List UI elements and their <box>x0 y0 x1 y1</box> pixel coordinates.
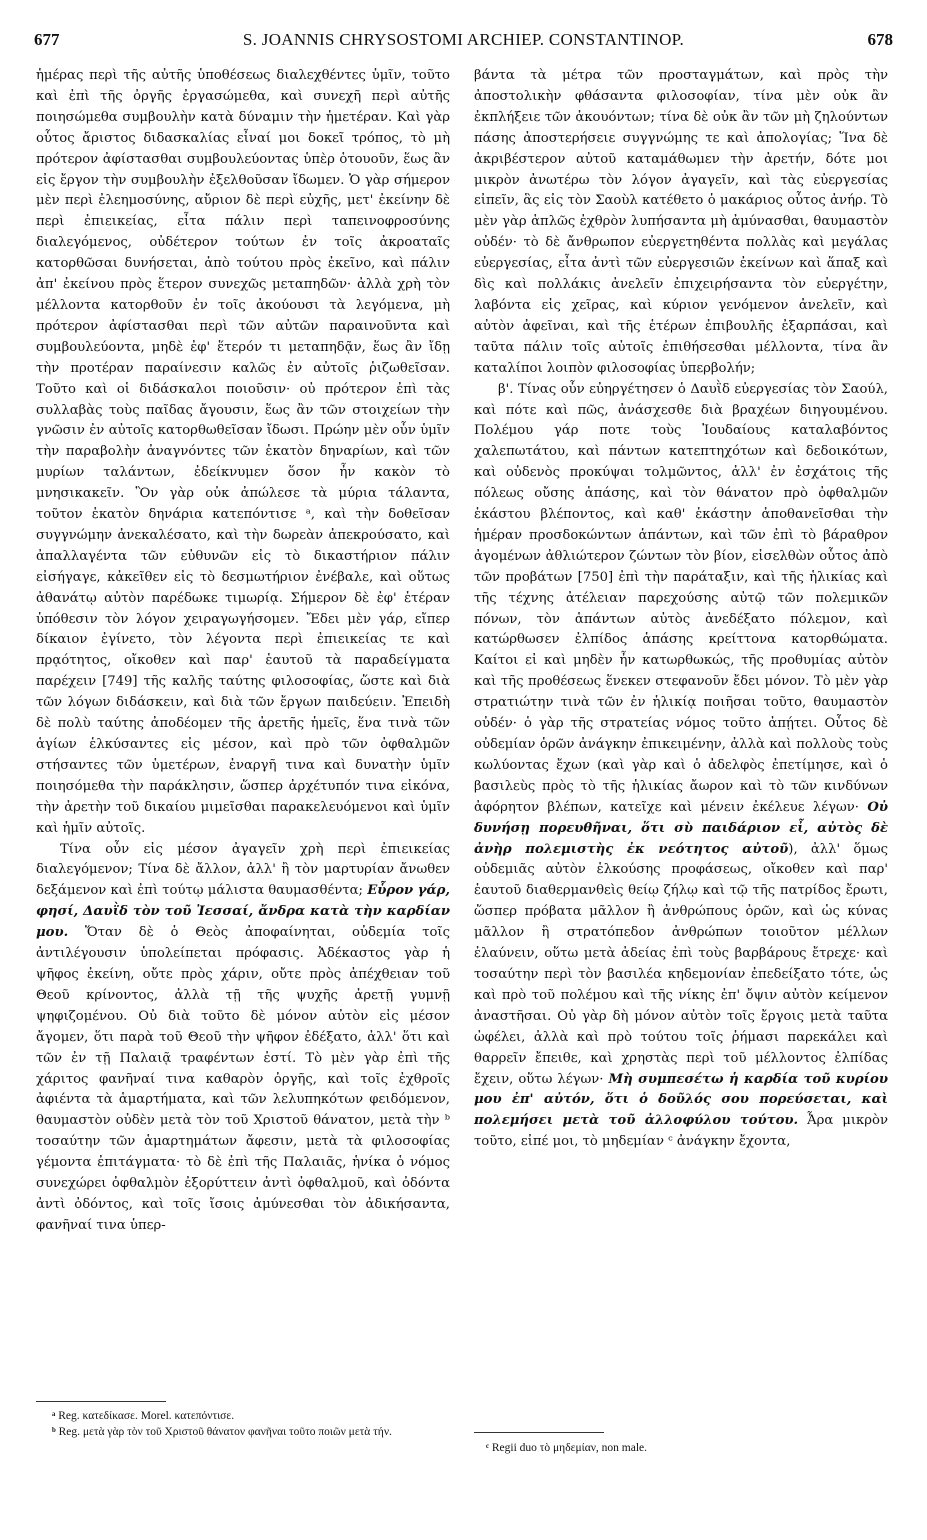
left-column <box>36 66 450 1237</box>
page-number-right: 678 <box>867 30 893 49</box>
right-paragraph-2-text-c: Ἆρα μικρὸν τοῦτο, εἰπέ μοι, τὸ μηδεμίαν ᶜ ἀνάγκην ἔχοντα, <box>474 1113 888 1150</box>
scripture-quote-saul: Οὐ δυνήσῃ πορευθῆναι, ὅτι σὺ παιδάριον εἶ, αὐτὸς δὲ ἀνὴρ πολεμιστὴς ἐκ νεότητος αὐτοῦ <box>474 799 888 857</box>
right-column <box>474 66 888 1153</box>
footnote-rule-left <box>36 1401 166 1402</box>
footnote-a-text: Reg. κατεδίκασε. Morel. κατεπόντισε. <box>58 1410 235 1422</box>
left-paragraph-1: ἡμέρας περὶ τῆς αὐτῆς ὑποθέσεως διαλεχθέντες ὑμῖν, τοῦτο καὶ ἐπὶ τῆς ὀργῆς ἐργασώμεθα, καὶ συνεχῆ περὶ αὐτῆς ποιησώμεθα συμβουλὴν κατὰ δύναμιν τὴν ἡμετέραν. Καὶ γὰρ οὗτος ἄριστος διδασκαλίας εἶναί μοι δοκεῖ τρόπος, τὸ μὴ πρότερον ἀφίστασθαι συμβουλεύοντας ὑπὲρ ὁτουοῦν, ἕως ἂν εἰς ἔργον τὴν συμβουλὴν ἐξελθοῦσαν ἴδωμεν. Ὁ γὰρ σήμερον μὲν περὶ ἐλεημοσύνης, αὔριον δὲ περὶ εὐχῆς, μετ' ἐκείνην δὲ περὶ ἐπιεικείας, εἶτα πάλιν περὶ ταπεινοφροσύνης διαλεγόμενος, οὐδέτερον τούτων ἐν τοῖς ἀκροαταῖς κατορθῶσαι δυνήσεται, ἀπὸ τούτου πρὸς ἐκεῖνο, καὶ πάλιν ἀπ' ἐκείνου πρὸς ἕτερον συνεχῶς μεταπηδῶν· ἀλλὰ χρὴ τὸν μέλλοντα κατορθοῦν ἐν τοῖς ἀκούουσι τὰ λεγόμενα, μὴ πρότερον ἀφίστασθαι περὶ τῶν αὐτῶν παραινοῦντα καὶ συμβουλεύοντα, μηδὲ ἐφ' ἕτερόν τι μεταπηδᾷν, ἕως ἂν ἴδῃ τὴν προτέραν παραίνεσιν καλῶς ἐν αὐτοῖς ῥιζωθεῖσαν. Τοῦτο καὶ οἱ διδάσκαλοι ποιοῦσιν· οὐ πρότερον ἐπὶ τὰς συλλαβὰς τοὺς παῖδας ἄγουσιν, ἕως ἂν τῶν στοιχείων τὴν γνῶσιν ἐν αὐτοῖς κατορθωθεῖσαν ἴδωσι. Πρώην μὲν οὖν ὑμῖν τὴν παραβολὴν ἀναγνόντες τῶν ἑκατὸν δηναρίων, καὶ τῶν μυρίων ταλάντων, ἐδείκνυμεν ὅσον ἦν κακὸν τὸ μνησικακεῖν. Ὃν γὰρ οὐκ ἀπώλεσε τὰ μύρια τάλαντα, τοῦτον ἑκατὸν δηνάρια κατεπόντισε ᵃ, καὶ τὴν δοθεῖσαν συγγνώμην ἀνεκαλέσατο, καὶ τὴν δωρεὰν ἀπεκρούσατο, καὶ ἀπαλλαγέντα τῶν εὐθυνῶν εἰς τὸ δικαστήριον πάλιν εἰσήγαγε, κἀκεῖθεν εἰς τὸ δεσμωτήριον ἐνέβαλε, καὶ οὕτως ἀθανάτῳ αὐτὸν παρέδωκε τιμωρίᾳ. Σήμερον δὲ ἐφ' ἑτέραν ὑπόθεσιν τὸν λόγον χειραγωγήσομεν. Ἔδει μὲν γάρ, εἴπερ δίκαιον ἐγίνετο, τὸν λέγοντα περὶ ἐπιεικείας τε καὶ πρᾳότητος, οἴκοθεν καὶ παρ' ἑαυτοῦ τὰ παραδείγματα παρέχειν [749] τῆς καλῆς ταύτης φιλοσοφίας, ὥστε καὶ διὰ τῶν λόγων διδάσκειν, καὶ διὰ τῶν ἔργων παιδεύειν. Ἐπειδὴ δὲ πολὺ ταύτης ἀποδέομεν τῆς ἀρετῆς ἡμεῖς, ἕνα τινὰ τῶν ἁγίων ἑλκύσαντες εἰς μέσον, καὶ πρὸ τῶν ὀφθαλμῶν στήσαντες τῶν ὑμετέρων, ἐναργῆ τινα καὶ δυνατὴν ὑμῖν ποιησόμεθα τὴν παράκλησιν, ὥσπερ ἀρχέτυπόν τινα εἰκόνα, τὴν ἀρετὴν τοῦ δικαίου μιμεῖσθαι παρακελευόμενοι καὶ ὑμῖν καὶ ἡμῖν αὐτοῖς. <box>36 68 450 836</box>
right-paragraph-2-text-b: ), ἀλλ' ὅμως οὐδεμιᾶς αὐτὸν ἑλκούσης προφάσεως, οἴκοθεν καὶ παρ' ἑαυτοῦ διαθερμανθεὶς θείῳ ζήλῳ καὶ τῷ τῆς πατρίδος ἔρωτι, ὥσπερ πρόβατα μᾶλλον ἢ ἀνθρώπους ὁρῶν, καὶ ὡς κύνας μᾶλλον ἢ στρατόπεδον ἀνθρώπων τοιοῦτον μέλλων ἐλαύνειν, οὕτω μετὰ ἀδείας ἐπὶ τοὺς βαρβάρους ἔτρεχε· καὶ τοσαύτην περὶ τὸν βασιλέα κηδεμονίαν ἐπεδείξατο τότε, ὡς καὶ πρὸ τοῦ πολέμου καὶ τῆς νίκης ἐπ' ὄψιν αὐτὸν κείμενον ἀναστῆσαι. Οὐ γὰρ δὴ μόνον αὐτὸν τοῖς ἔργοις μετὰ ταῦτα ὠφέλει, ἀλλὰ καὶ πρὸ τούτου τοῖς ῥήμασι παρεκάλει καὶ θαρρεῖν ἔπειθε, καὶ χρηστὰς περὶ τοῦ μέλλοντος ἐλπίδας ἔχειν, οὕτω λέγων· <box>474 841 888 1087</box>
footnote-a <box>52 1408 452 1424</box>
left-paragraph-2 <box>36 840 450 1237</box>
right-paragraph-1: βάντα τὰ μέτρα τῶν προσταγμάτων, καὶ πρὸς τὴν ἀποστολικὴν φθάσαντα φιλοσοφίαν, τίνα μὲν οὐκ ἂν ἐκπλήξειε τῶν ἀκουόντων; τίνα δὲ οὐκ ἂν τῶν μὴ ζηλούντων πάσης ἀποστερήσειε συγγνώμης τε καὶ ἀπολογίας; Ἵνα δὲ ἀκριβέστερον αὐτοῦ καταμάθωμεν τὴν ἀρετήν, δότε μοι μικρὸν ἀνωτέρω τὸν λόγον ἀγαγεῖν, καὶ τὰς εὐεργεσίας εἰπεῖν, ἃς εἰς τὸν Σαοὺλ κατέθετο ὁ μακάριος οὗτος ἀνήρ. Τὸ μὲν γὰρ ἁπλῶς ἐχθρὸν λυπήσαντα μὴ ἀμύνασθαι, θαυμαστὸν οὐδέν· τὸ δὲ ἄνθρωπον εὐεργετηθέντα πολλὰς καὶ μεγάλας εὐεργεσίας, εἶτα ἀντὶ τῶν εὐεργεσιῶν ἐκείνων καὶ ἅπαξ καὶ δὶς καὶ πολλάκις ἀνελεῖν ἐπιχειρήσαντα τὸν εὐεργέτην, λαβόντα εἰς χεῖρας, καὶ κύριον γενόμενον ἀνελεῖν, καὶ αὐτὸν ἀφεῖναι, καὶ τῆς ἑτέρων ἐπιβουλῆς ἐξαρπάσαι, καὶ ταῦτα πάλιν τοῖς αὐτοῖς ἐπιθήσεσθαι μέλλοντα, τίνα ἂν καταλίποι λοιπὸν φιλοσοφίας ὑπερβολήν; <box>474 68 888 376</box>
running-title: S. JOANNIS CHRYSOSTOMI ARCHIEP. CONSTANTINOP. <box>242 30 685 49</box>
footnote-c <box>486 1440 886 1456</box>
left-paragraph-2-text-b: Ὅταν δὲ ὁ Θεὸς ἀποφαίνηται, οὐδεμία τοῖς ἀντιλέγουσιν ὑπολείπεται πρόφασις. Ἀδέκαστος γὰρ ἡ ψῆφος ἐκείνη, οὔτε πρὸς χάριν, οὔτε πρὸς ἀπέχθειαν τοῦ Θεοῦ κρίνοντος, ἀλλὰ τῇ τῆς ψυχῆς ἀρετῇ γυμνῇ ψηφιζομένου. Οὐ διὰ τοῦτο δὲ μόνον αὐτὸν εἰς μέσον ἄγομεν, ὅτι παρὰ τοῦ Θεοῦ τὴν ψῆφον ἐδέξατο, ἀλλ' ὅτι καὶ τῶν ἐν τῇ Παλαιᾷ τραφέντων ἐστί. Τὸ μὲν γὰρ ἐπὶ τῆς χάριτος φανῆναί τινα καθαρὸν ὀργῆς, καὶ τοῖς ἐχθροῖς ἀφιέντα τὰ ἁμαρτήματα, καὶ τῶν λελυπηκότων φειδόμενον, θαυμαστὸν οὐδὲν μετὰ τὸν τοῦ Χριστοῦ θάνατον, μετὰ τὴν ᵇ τοσαύτην τῶν ἁμαρτημάτων ἄφεσιν, μετὰ τὰ φιλοσοφίας γέμοντα ἐπιτάγματα· τὸ δὲ ἐπὶ τῆς Παλαιᾶς, ἡνίκα ὁ νόμος συνεχώρει ὀφθαλμὸν ἐξορύττειν ἀντὶ ὀφθαλμοῦ, καὶ ὀδόντα ἀντὶ ὀδόντος, καὶ τοῖς ἴσοις ἀμύνεσθαι τὸν ἀδικήσαντα, φανῆναί τινα ὑπερ- <box>36 925 450 1233</box>
footnote-c-mark: ᶜ <box>486 1442 489 1454</box>
scripture-quote-goliath: Μὴ συμπεσέτω ἡ καρδία τοῦ κυρίου μου ἐπ' αὐτόν, ὅτι ὁ δοῦλός σου πορεύσεται, καὶ πολεμήσει μετὰ τοῦ ἀλλοφύλου τούτου. <box>474 1071 888 1129</box>
footnote-b <box>52 1424 452 1440</box>
scripture-quote-david: Εὗρον γάρ, φησί, Δαυῒδ τὸν τοῦ Ἰεσσαί, ἄνδρα κατὰ τὴν καρδίαν μου. <box>36 883 450 941</box>
running-header <box>34 30 893 54</box>
footnote-b-text: Reg. μετὰ γὰρ τὸν τοῦ Χριστοῦ θάνατον φανῆναι τοῦτο ποιῶν μετὰ τήν. <box>58 1426 392 1438</box>
page-number-left: 677 <box>34 30 60 49</box>
footnote-rule-right <box>474 1432 604 1433</box>
footnote-b-mark: ᵇ <box>52 1426 56 1438</box>
right-paragraph-2-text-a: β'. Τίνας οὖν εὐηργέτησεν ὁ Δαυῒδ εὐεργεσίας τὸν Σαούλ, καὶ πότε καὶ πῶς, ἀνάσχεσθε διὰ βραχέων διηγουμένου. Πολέμου γάρ ποτε τοὺς Ἰουδαίους καταλαβόντος χαλεπωτάτου, καὶ πάντων κατεπτηχότων καὶ δεδοικότων, καὶ οὐδενὸς προκύψαι τολμῶντος, ἀλλ' ἐν ἐσχάτοις τῆς πόλεως οὔσης ἁπάσης, καὶ τὸν θάνατον πρὸ ὀφθαλμῶν ἑκάστου βλέποντος, καὶ καθ' ἑκάστην ἀποθανεῖσθαι τὴν ἡμέραν προσδοκώντων ἁπάντων, καὶ τῶν ἐπὶ τὸ βάραθρον ἀγομένων ἀθλιώτερον ζώντων τὸν βίον, εἰσελθὼν οὗτος ἀπὸ τῶν προβάτων [750] ἐπὶ τὴν παράταξιν, καὶ τῆς ἡλικίας καὶ τῆς τέχνης ἀτέλειαν παρεχούσης αὐτῷ τῶν πολεμικῶν πόνων, τὸν ἁπάντων αὐτὸς ἀνεδέξατο πόλεμον, καὶ κατώρθωσεν ἐλπίδος ἁπάσης κρείττονα κατορθώματα. Καίτοι εἰ καὶ μηδὲν ἦν κατωρθωκώς, τῆς προθυμίας αὐτὸν καὶ τῆς προθέσεως ἕνεκεν στεφανοῦν ἔδει μόνον. Τὸ μὲν γὰρ στρατιώτην τινὰ τῶν ἐν ἡλικίᾳ ποιῆσαι τοῦτο, θαυμαστὸν οὐδέν· ὁ γὰρ τῆς στρατείας νόμος τοῦτο ἀπῄτει. Οὗτος δὲ οὐδεμίαν ὁρῶν ἀνάγκην ἐπικειμένην, ἀλλὰ καὶ πολλοὺς τοὺς κωλύοντας ἔχων (καὶ γὰρ καὶ ὁ ἀδελφὸς ἐπετίμησε, καὶ ὁ βασιλεὺς πρὸς τὸ τῆς ἡλικίας ἄωρον καὶ τὸ τῶν κινδύνων ἀφόρητον βλέπων, κατεῖχε καὶ μένειν ἐκέλευε λέγων· <box>474 381 888 815</box>
footnote-a-mark: ᵃ <box>52 1410 56 1422</box>
right-paragraph-2 <box>474 380 888 1154</box>
footnote-c-text: Regii duo τὸ μηδεμίαν, non male. <box>491 1442 648 1454</box>
left-paragraph-2-text-a: Τίνα οὖν εἰς μέσον ἀγαγεῖν χρὴ περὶ ἐπιεικείας διαλεγόμενον; Τίνα δὲ ἄλλον, ἀλλ' ἢ τὸν μαρτυρίαν ἄνωθεν δεξάμενον καὶ ἐπὶ τούτῳ μάλιστα θαυμασθέντα; <box>36 841 450 899</box>
